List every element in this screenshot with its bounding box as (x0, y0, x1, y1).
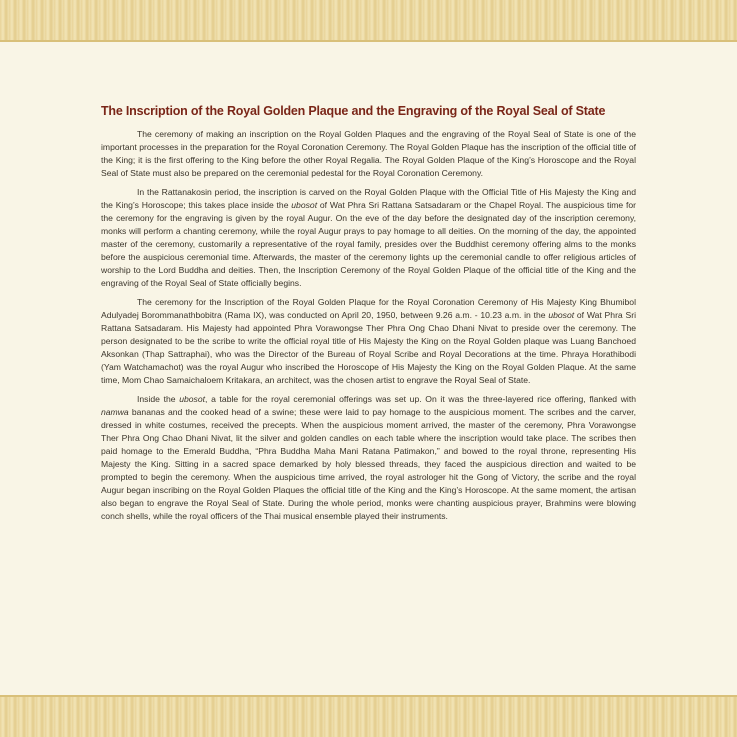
text-run: The ceremony for the Inscription of the Royal Golden Plaque for the Royal Coronation Ceremony of His Majesty King Bhumibol Adulyadej Borommanathbobitra (Rama IX), was conducted on April 20, 1950, between 9.26 a.m. - 10.23 a.m. in the (101, 297, 636, 320)
italic-term: ubosot (291, 200, 318, 210)
text-run: The ceremony of making an inscription on the Royal Golden Plaques and the engraving of the Royal Seal of State is one of the important processes in the preparation for the Royal Coronation Ceremony. The Royal Golden Plaque has the inscription of the official title of the King; it is the first offering to the King before the other Royal Regalia. The Royal Golden Plaque of the King’s Horoscope and the Royal Seal of State must also be prepared on the ceremonial pedestal for the Royal Coronation Ceremony. (101, 129, 636, 178)
text-run: In the Rattanakosin period, the inscription is carved on the Royal Golden Plaque with the Official Title of His Majesty the King and the King’s Horoscope; this takes place inside the (101, 187, 636, 210)
text-run: , a table for the royal ceremonial offerings was set up. On it was the three-layered rice offering, flanked with (205, 394, 636, 404)
paragraph (101, 128, 636, 180)
text-run: Inside the (137, 394, 180, 404)
italic-term: ubosot (548, 310, 575, 320)
bottom-decorative-border (0, 695, 737, 737)
text-run: of Wat Phra Sri Rattana Satsadaram. His Majesty had appointed Phra Vorawongse Ther Phra Ong Chao Dhani Nivat to preside over the ceremony. The person designated to be the scribe to write the official royal title of His Majesty the King on the Royal Golden plaque was Luang Banchoed Aksonkan (Thap Sattraphai), who was the Director of the Bureau of Royal Scribe and Royal Decorations at the time. Phraya Horathibodi (Yam Watchamachot) was the royal Augur who inscribed the Horoscope of His Majesty the King on the Royal Golden Plaque. At the same time, Mom Chao Samaichaloem Kritakara, an architect, was the chosen artist to engrave the Royal Seal of State. (101, 310, 636, 385)
text-run: of Wat Phra Sri Rattana Satsadaram or the Chapel Royal. The auspicious time for the ceremony for the engraving is given by the royal Augur. On the eve of the day before the designated day of the inscription ceremony, monks will perform a chanting ceremony, while the royal Augur prays to pay homage to all deities. On the morning of the day, the appointed master of the ceremony, customarily a representative of the royal family, presides over the Buddhist ceremony offering alms to the monks before the auspicious ceremonial time. Afterwards, the master of the ceremony lights up the ceremonial candle to offer religious articles of worship to the Lord Buddha and deities. Then, the Inscription Ceremony of the Royal Golden Plaque of the official title of the King and the engraving of the Royal Seal of State officially begins. (101, 200, 636, 288)
paragraph (101, 296, 636, 387)
text-run: bananas and the cooked head of a swine; these were laid to pay homage to the auspicious moment. The scribes and the carver, dressed in white costumes, received the precepts. When the auspicious moment arrived, the master of the ceremony, Phra Vorawongse Ther Phra Ong Chao Dhani Nivat, lit the silver and golden candles on each table where the inscription would take place. The scribes then paid homage to the Emerald Buddha, “Phra Buddha Maha Mani Ratana Patimakon,” and bowed to the royal throne, representing His Majesty the King. Sitting in a sacred space demarked by holy blessed threads, they faced the auspicious direction and waited to be prompted to begin the ceremony. When the auspicious time arrived, the royal astrologer hit the Gong of Victory, the scribe and the royal Augur began inscribing on the Royal Golden Plaques the official title of the King and the King’s Horoscope. At the same moment, the artisan also began to engrave the Royal Seal of State. During the whole period, monks were chanting auspicious prayer, Brahmins were blowing conch shells, while the royal officers of the Thai musical ensemble played their instruments. (101, 407, 636, 521)
article-title: The Inscription of the Royal Golden Plaque and the Engraving of the Royal Seal of State (101, 104, 606, 118)
article-body (101, 128, 636, 523)
article (101, 104, 636, 529)
paragraph (101, 186, 636, 290)
top-decorative-border (0, 0, 737, 42)
italic-term: ubosot (179, 394, 206, 404)
paragraph (101, 393, 636, 523)
italic-term: namwa (101, 407, 129, 417)
